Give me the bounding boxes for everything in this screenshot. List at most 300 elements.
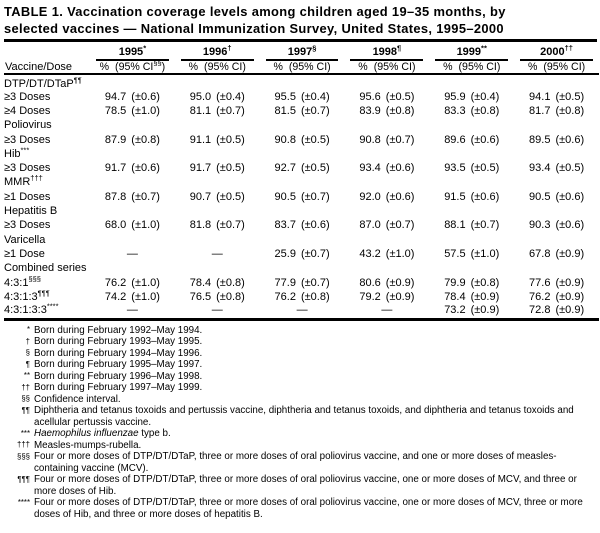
- confidence-interval: (±1.0): [131, 219, 160, 232]
- confidence-interval: (±0.8): [470, 104, 500, 117]
- dose-label: ≥3 Doses: [4, 162, 51, 175]
- footnote-text: Born during February 1996–May 1998.: [34, 370, 203, 382]
- value-cell: [90, 132, 175, 146]
- vaccine-group-row: [4, 261, 599, 275]
- dose-label: 4:3:1§§§: [4, 273, 41, 289]
- footnote: [4, 405, 600, 428]
- confidence-interval: (±0.7): [300, 276, 330, 289]
- coverage-percent: 83.7: [274, 219, 296, 232]
- percent-symbol: %: [358, 60, 368, 73]
- confidence-interval: (±0.5): [300, 133, 330, 146]
- confidence-interval: (±0.6): [131, 162, 160, 175]
- value-cell: [429, 132, 514, 146]
- vaccine-group-row: [4, 204, 599, 218]
- value-cell: [175, 247, 260, 261]
- dose-data-row: [4, 275, 599, 289]
- coverage-percent: 92.0: [359, 190, 381, 203]
- vaccine-group-label: Varicella: [4, 233, 46, 246]
- value-cell: [344, 161, 429, 175]
- footnote-text: Diphtheria and tetanus toxoids and pertussis vaccine, diphtheria and tetanus toxoids, and diphtheria and tetanus toxoids and acellular pertussis vaccine.: [34, 405, 574, 428]
- coverage-percent: 76.5: [189, 290, 212, 303]
- footnote: [4, 382, 600, 394]
- footnote: [4, 474, 600, 497]
- coverage-percent: 74.2: [104, 290, 127, 303]
- ci-label: (95% CI): [543, 60, 586, 73]
- value-cell: [90, 161, 175, 175]
- ci-footnote-marker: §§: [153, 57, 162, 67]
- coverage-percent: 95.6: [359, 90, 381, 103]
- value-cell: [260, 190, 345, 204]
- dose-footnote-marker: §§§: [28, 273, 41, 283]
- coverage-percent: 87.9: [104, 133, 127, 146]
- value-cell: [344, 290, 429, 304]
- value-cell: [344, 132, 429, 146]
- confidence-interval: (±0.6): [385, 162, 415, 175]
- coverage-percent: 83.3: [444, 104, 466, 117]
- dose-data-row: [4, 290, 599, 304]
- coverage-percent: 88.1: [444, 219, 466, 232]
- percent-ci-header: [90, 57, 175, 74]
- value-cell: [344, 90, 429, 104]
- year-text: 2000: [540, 45, 565, 58]
- value-cell: [90, 304, 175, 320]
- value-cell: [260, 304, 345, 320]
- confidence-interval: (±0.5): [555, 162, 585, 175]
- coverage-percent: 25.9: [274, 247, 296, 260]
- confidence-interval: (±0.8): [470, 276, 500, 289]
- dose-footnote-marker: ****: [46, 301, 59, 311]
- year-header: [429, 43, 514, 61]
- coverage-percent: 81.8: [189, 219, 212, 232]
- value-cell: [260, 218, 345, 232]
- footnote-marker: ¶¶¶: [17, 474, 30, 484]
- coverage-percent: 81.5: [274, 104, 296, 117]
- coverage-percent: 73.2: [444, 303, 466, 316]
- year-text: 1997: [287, 45, 313, 58]
- year-header-row: [4, 43, 599, 61]
- footnote-marker: ***: [20, 428, 30, 438]
- value-cell: [175, 132, 260, 146]
- value-cell: [429, 218, 514, 232]
- confidence-interval: (±0.7): [131, 190, 160, 203]
- year-label: [435, 43, 508, 61]
- value-cell: [175, 218, 260, 232]
- ci-label: (95% CI): [288, 60, 331, 73]
- footnote-marker: †: [25, 336, 30, 346]
- value-cell: [175, 190, 260, 204]
- confidence-interval: (±0.5): [470, 162, 500, 175]
- coverage-percent: 76.2: [529, 290, 551, 303]
- group-footnote-marker: ***: [20, 145, 30, 155]
- percent-ci-header: [344, 61, 429, 74]
- year-text: 1999: [456, 45, 482, 58]
- no-data-dash: —: [126, 303, 138, 316]
- footnote-text: Measles-mumps-rubella.: [34, 439, 142, 451]
- dose-data-row: [4, 190, 599, 204]
- dose-data-row: [4, 304, 599, 320]
- value-cell: [90, 290, 175, 304]
- vaccine-group-row: [4, 74, 599, 90]
- footnotes: [4, 325, 600, 521]
- confidence-interval: (±0.9): [555, 247, 585, 260]
- footnote: [4, 428, 600, 440]
- confidence-interval: (±0.6): [385, 190, 415, 203]
- confidence-interval: (±0.5): [216, 162, 245, 175]
- no-data-dash: —: [211, 247, 223, 260]
- coverage-percent: 72.8: [529, 303, 551, 316]
- confidence-interval: (±0.5): [385, 90, 415, 103]
- vaccine-group-row: [4, 175, 599, 189]
- value-cell: [175, 90, 260, 104]
- percent-ci-header: [175, 61, 260, 74]
- confidence-interval: (±0.7): [216, 104, 245, 117]
- value-cell: [514, 161, 599, 175]
- dose-label: ≥1 Dose: [4, 247, 45, 260]
- confidence-interval: (±0.5): [555, 90, 585, 103]
- footnote-text: Born during February 1995–May 1997.: [34, 359, 203, 371]
- coverage-percent: 43.2: [359, 247, 381, 260]
- value-cell: [429, 275, 514, 289]
- vaccination-coverage-table: [4, 43, 599, 321]
- confidence-interval: (±1.0): [131, 104, 160, 117]
- value-cell: [260, 161, 345, 175]
- value-cell: [429, 247, 514, 261]
- coverage-percent: 76.2: [104, 276, 127, 289]
- year-label: [520, 43, 593, 61]
- footnote-marker: †††: [16, 440, 30, 450]
- confidence-interval: (±0.6): [555, 133, 585, 146]
- value-cell: [429, 190, 514, 204]
- percent-symbol: %: [99, 60, 110, 73]
- coverage-percent: 94.7: [104, 90, 127, 103]
- footnote-text: Born during February 1993–May 1995.: [34, 336, 203, 348]
- footnote-text: Confidence interval.: [34, 393, 121, 405]
- value-cell: [429, 90, 514, 104]
- confidence-interval: (±1.0): [131, 290, 160, 303]
- confidence-interval: (±0.7): [300, 104, 330, 117]
- footnote-text: Born during February 1994–May 1996.: [34, 347, 203, 359]
- coverage-percent: 87.8: [104, 190, 127, 203]
- value-cell: [175, 275, 260, 289]
- coverage-percent: 76.2: [274, 290, 296, 303]
- coverage-percent: 91.5: [444, 190, 466, 203]
- confidence-interval: (±0.6): [300, 219, 330, 232]
- footnote: [4, 371, 600, 383]
- footnote: [4, 336, 600, 348]
- value-cell: [90, 190, 175, 204]
- value-cell: [260, 275, 345, 289]
- value-cell: [344, 275, 429, 289]
- year-header: [344, 43, 429, 61]
- ci-label: (95% CI): [458, 60, 501, 73]
- coverage-percent: 89.5: [529, 133, 551, 146]
- percent-symbol: %: [527, 60, 538, 73]
- value-cell: [429, 290, 514, 304]
- coverage-percent: 79.9: [444, 276, 466, 289]
- value-cell: [514, 132, 599, 146]
- confidence-interval: (±0.9): [470, 290, 500, 303]
- coverage-percent: 77.9: [274, 276, 296, 289]
- vaccine-group-row: [4, 118, 599, 132]
- confidence-interval: (±0.9): [555, 303, 585, 316]
- year-text: 1995: [118, 45, 144, 58]
- coverage-percent: 90.5: [274, 190, 296, 203]
- value-cell: [514, 190, 599, 204]
- coverage-percent: 67.8: [529, 247, 551, 260]
- footnote-marker: §§§: [16, 451, 30, 461]
- value-cell: [90, 275, 175, 289]
- coverage-percent: 80.6: [359, 276, 381, 289]
- vaccine-group-label: Hepatitis B: [4, 205, 58, 218]
- table-head: [4, 43, 599, 74]
- table-title-line2: selected vaccines — National Immunization Survey, United States, 1995–2000: [4, 20, 504, 36]
- footnote: [4, 440, 600, 452]
- confidence-interval: (±1.0): [385, 247, 415, 260]
- no-data-dash: —: [211, 303, 223, 316]
- vaccine-dose-header: Vaccine/Dose: [4, 61, 90, 74]
- confidence-interval: (±0.6): [470, 190, 500, 203]
- coverage-percent: 90.8: [359, 133, 381, 146]
- coverage-percent: 93.4: [529, 162, 551, 175]
- coverage-percent: 81.7: [529, 104, 551, 117]
- confidence-interval: (±0.8): [555, 104, 585, 117]
- value-cell: [90, 90, 175, 104]
- confidence-interval: (±0.8): [131, 133, 160, 146]
- coverage-percent: 95.9: [444, 90, 466, 103]
- coverage-percent: 78.5: [104, 104, 127, 117]
- confidence-interval: (±0.7): [216, 219, 245, 232]
- value-cell: [175, 104, 260, 118]
- value-cell: [429, 161, 514, 175]
- no-data-dash: —: [381, 303, 393, 316]
- footnote-text: Haemophilus influenzae type b.: [34, 428, 171, 440]
- value-cell: [514, 290, 599, 304]
- dose-label: 4:3:1:3¶¶¶: [4, 288, 50, 303]
- confidence-interval: (±0.6): [555, 219, 585, 232]
- coverage-percent: 68.0: [104, 219, 127, 232]
- footnote-marker: ¶: [25, 359, 30, 369]
- value-cell: [344, 190, 429, 204]
- confidence-interval: (±0.9): [470, 303, 500, 316]
- table-title-line1: TABLE 1. Vaccination coverage levels among children aged 19–35 months, by: [4, 4, 506, 19]
- footnote-text: Born during February 1992–May 1994.: [34, 324, 203, 336]
- value-cell: [344, 304, 429, 320]
- vaccine-group-label: Combined series: [4, 262, 87, 275]
- coverage-percent: 83.9: [359, 104, 381, 117]
- value-cell: [260, 104, 345, 118]
- footnote: [4, 497, 600, 520]
- confidence-interval: (±0.8): [385, 104, 415, 117]
- dose-label: ≥4 Doses: [4, 104, 51, 117]
- value-cell: [514, 275, 599, 289]
- coverage-percent: 57.5: [444, 247, 466, 260]
- value-cell: [514, 247, 599, 261]
- footnote: [4, 325, 600, 337]
- footnote: [4, 348, 600, 360]
- confidence-interval: (±1.0): [470, 247, 500, 260]
- confidence-interval: (±0.9): [385, 276, 415, 289]
- coverage-percent: 77.6: [529, 276, 551, 289]
- percent-ci-header: [260, 61, 345, 74]
- table-title: [4, 4, 597, 37]
- percent-symbol: %: [273, 60, 283, 73]
- dose-data-row: [4, 218, 599, 232]
- confidence-interval: (±0.9): [385, 290, 415, 303]
- confidence-interval: (±0.6): [470, 133, 500, 146]
- group-footnote-marker: †††: [30, 173, 43, 183]
- footnote-italic: Haemophilus influenzae: [34, 428, 139, 440]
- confidence-interval: (±0.4): [216, 90, 245, 103]
- confidence-interval: (±0.8): [216, 276, 245, 289]
- footnote: [4, 394, 600, 406]
- footnote: [4, 359, 600, 371]
- year-header: [175, 43, 260, 61]
- percent-symbol: %: [188, 60, 199, 73]
- coverage-percent: 95.0: [189, 90, 212, 103]
- confidence-interval: (±0.5): [300, 162, 330, 175]
- value-cell: [514, 304, 599, 320]
- dose-label: ≥1 Doses: [4, 190, 51, 203]
- year-label: [350, 43, 423, 61]
- confidence-interval: (±0.7): [385, 133, 415, 146]
- coverage-percent: 78.4: [189, 276, 212, 289]
- year-label: [181, 43, 254, 61]
- year-text: 1996: [202, 45, 228, 58]
- table-body: [4, 74, 599, 320]
- confidence-interval: (±0.9): [555, 276, 585, 289]
- ci-label: (95% CI): [373, 60, 416, 73]
- confidence-interval: (±1.0): [131, 276, 160, 289]
- confidence-interval: (±0.8): [216, 290, 245, 303]
- coverage-percent: 78.4: [444, 290, 466, 303]
- dose-footnote-marker: ¶¶¶: [37, 288, 50, 298]
- confidence-interval: (±0.9): [555, 290, 585, 303]
- value-cell: [175, 290, 260, 304]
- coverage-percent: 87.0: [359, 219, 381, 232]
- subheader-row: [4, 61, 599, 74]
- year-header: [260, 43, 345, 61]
- value-cell: [90, 247, 175, 261]
- ci-label: (95% CI): [204, 60, 246, 73]
- coverage-percent: 90.8: [274, 133, 296, 146]
- percent-symbol: %: [443, 60, 453, 73]
- footnote: [4, 451, 600, 474]
- value-cell: [260, 290, 345, 304]
- coverage-percent: 91.7: [104, 162, 127, 175]
- year-header-spacer: [4, 43, 90, 61]
- coverage-percent: 93.4: [359, 162, 381, 175]
- coverage-percent: 94.1: [529, 90, 551, 103]
- year-footnote-marker: *: [143, 42, 147, 52]
- value-cell: [344, 247, 429, 261]
- value-cell: [90, 218, 175, 232]
- footnote-marker: ††: [21, 382, 30, 392]
- value-cell: [175, 161, 260, 175]
- confidence-interval: (±0.4): [300, 90, 330, 103]
- footnote-text: Four or more doses of DTP/DT/DTaP, three or more doses of oral poliovirus vaccine, one or more doses of MCV, and three or more doses of Hib.: [34, 474, 577, 497]
- coverage-percent: 81.1: [189, 104, 212, 117]
- coverage-percent: 90.5: [529, 190, 551, 203]
- value-cell: [260, 90, 345, 104]
- footnote-marker: **: [23, 371, 30, 381]
- footnote-marker: *: [26, 325, 30, 335]
- no-data-dash: —: [126, 247, 138, 260]
- footnote-text: Four or more doses of DTP/DT/DTaP, three or more doses of oral poliovirus vaccine, one or more doses of MCV, three or more doses of Hib, and three or more doses of hepatitis B.: [34, 497, 583, 520]
- confidence-interval: (±0.7): [300, 247, 330, 260]
- dose-data-row: [4, 247, 599, 261]
- vaccine-group-label: MMR†††: [4, 173, 43, 189]
- dose-label: 4:3:1:3:3****: [4, 301, 59, 316]
- year-header: [90, 43, 175, 61]
- coverage-percent: 90.7: [189, 190, 212, 203]
- footnote-text: Four or more doses of DTP/DT/DTaP, three or more doses of oral poliovirus vaccine, and one or more doses of measles-containing vaccine (MCV).: [34, 451, 557, 474]
- confidence-interval: (±0.8): [300, 290, 330, 303]
- coverage-percent: 90.3: [529, 219, 551, 232]
- value-cell: [514, 218, 599, 232]
- coverage-percent: 89.6: [444, 133, 466, 146]
- vaccine-group-label: Hib***: [4, 145, 30, 160]
- confidence-interval: (±0.7): [385, 219, 415, 232]
- year-label: [266, 43, 339, 61]
- coverage-percent: 92.7: [274, 162, 296, 175]
- year-footnote-marker: §: [312, 42, 317, 52]
- confidence-interval: (±0.7): [300, 190, 330, 203]
- footnote-text: Born during February 1997–May 1999.: [34, 382, 203, 394]
- year-text: 1998: [372, 45, 398, 58]
- dose-label: ≥3 Doses: [4, 90, 51, 103]
- year-footnote-marker: ¶: [397, 42, 402, 52]
- no-data-dash: —: [296, 303, 308, 316]
- value-cell: [344, 218, 429, 232]
- confidence-interval: (±0.6): [131, 90, 160, 103]
- dose-label: ≥3 Doses: [4, 133, 51, 146]
- confidence-interval: (±0.4): [470, 90, 500, 103]
- title-rule: [4, 39, 597, 42]
- value-cell: [429, 104, 514, 118]
- footnote-marker: ****: [17, 497, 30, 507]
- group-footnote-marker: ¶¶: [73, 74, 82, 84]
- vaccine-group-label: DTP/DT/DTaP¶¶: [4, 74, 82, 90]
- confidence-interval: (±0.7): [470, 219, 500, 232]
- dose-data-row: [4, 90, 599, 104]
- dose-data-row: [4, 161, 599, 175]
- confidence-interval: (±0.6): [555, 190, 585, 203]
- year-footnote-marker: ††: [564, 42, 573, 52]
- dose-data-row: [4, 104, 599, 118]
- vaccine-group-label: Poliovirus: [4, 119, 52, 132]
- value-cell: [260, 247, 345, 261]
- year-footnote-marker: **: [481, 42, 487, 52]
- footnote-marker: §: [25, 348, 30, 358]
- confidence-interval: (±0.5): [216, 190, 245, 203]
- vaccine-group-row: [4, 147, 599, 161]
- value-cell: [90, 104, 175, 118]
- value-cell: [514, 90, 599, 104]
- coverage-percent: 79.2: [359, 290, 381, 303]
- coverage-percent: 93.5: [444, 162, 466, 175]
- percent-ci-header: [514, 61, 599, 74]
- confidence-interval: (±0.5): [216, 133, 245, 146]
- dose-data-row: [4, 132, 599, 146]
- vaccine-group-row: [4, 232, 599, 246]
- year-header: [514, 43, 599, 61]
- coverage-percent: 95.5: [274, 90, 296, 103]
- coverage-percent: 91.1: [189, 133, 212, 146]
- value-cell: [429, 304, 514, 320]
- ci-label: (95% CI§§): [115, 57, 166, 73]
- value-cell: [260, 132, 345, 146]
- value-cell: [514, 104, 599, 118]
